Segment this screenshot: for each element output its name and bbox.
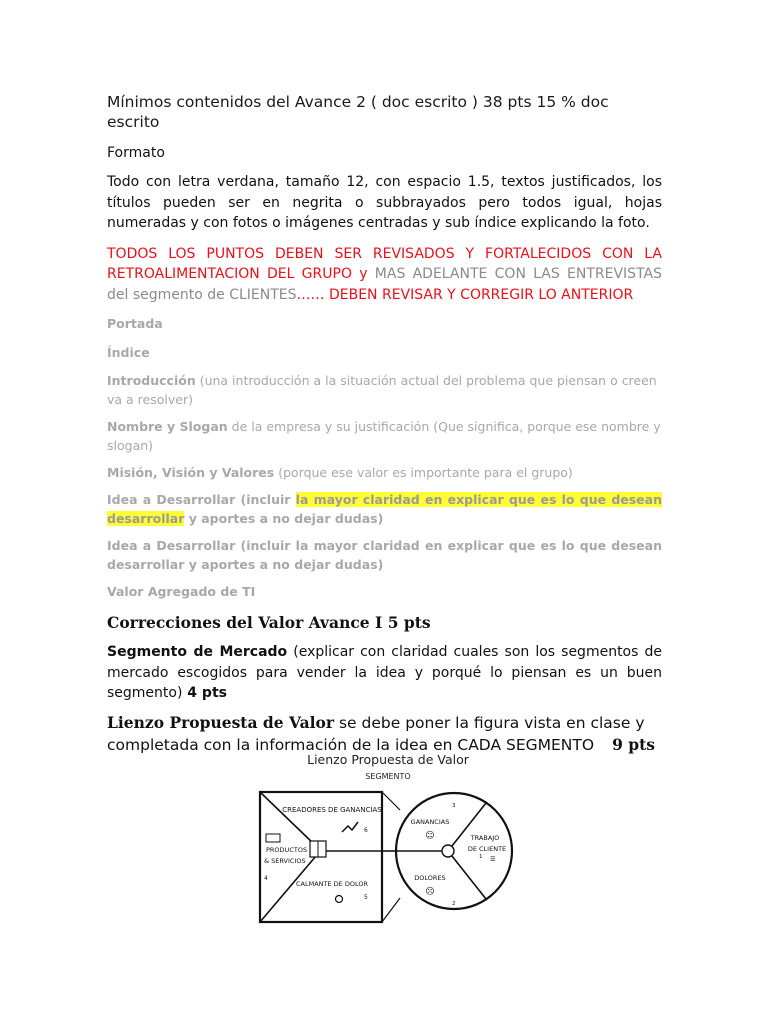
warning-part2: MAS ADELANTE CON LAS ENTREVISTAS del segmento de CLIENTES xyxy=(107,266,662,303)
mision-label: Misión, Visión y Valores xyxy=(107,465,275,480)
value-canvas-drawing xyxy=(254,748,522,928)
num-3: 3 xyxy=(452,803,456,809)
frown-icon: ☹ xyxy=(425,887,435,897)
num-4: 4 xyxy=(264,875,268,882)
idea1-b: y aportes a no dejar dudas) xyxy=(184,511,384,526)
idea1-a: Idea a Desarrollar (incluir xyxy=(107,492,296,507)
ganancias-label: GANANCIAS xyxy=(410,818,450,826)
intro-text: (una introducción a la situación actual del problema que piensan o creen va a resolver) xyxy=(107,373,657,407)
creadores-label: CREADORES DE GANANCIAS xyxy=(282,806,382,814)
segmento-pts: 4 pts xyxy=(182,685,227,701)
segmento-paragraph xyxy=(107,642,662,704)
mision-item xyxy=(107,463,662,482)
smile-icon: ☺ xyxy=(425,831,435,841)
face-icon xyxy=(442,845,454,857)
warning-part3: …… DEBEN REVISAR Y CORREGIR LO ANTERIOR xyxy=(296,286,634,303)
trend-up-icon xyxy=(342,822,358,832)
barcode-icon xyxy=(266,834,280,842)
mision-text: (porque ese valor es importante para el grupo) xyxy=(274,465,573,480)
segmento-label: Segmento de Mercado xyxy=(107,644,288,660)
figure-title: Lienzo Propuesta de Valor xyxy=(307,752,469,767)
indice-heading: Índice xyxy=(107,345,150,360)
pill-icon xyxy=(336,896,343,903)
segmento-text: (explicar con claridad cuales son los segmentos de mercado escogidos para vender la idea y porqué lo piensan es un buen segmento) xyxy=(107,644,662,701)
idea-item-1 xyxy=(107,490,662,528)
num-5: 5 xyxy=(364,894,368,901)
document-title: Mínimos contenidos del Avance 2 ( doc escrito ) 38 pts 15 % doc escrito xyxy=(107,93,609,131)
nombre-text: de la empresa y su justificación (Que significa, porque ese nombre y slogan) xyxy=(107,419,661,453)
trabajo-label-2: DE CLIENTE xyxy=(467,845,507,853)
lienzo-pts: 9 pts xyxy=(612,734,655,754)
intro-item xyxy=(107,371,662,409)
trabajo-label-1: TRABAJO xyxy=(470,834,500,842)
warning-part1: TODOS LOS PUNTOS DEBEN SER REVISADOS Y FORTALECIDOS CON LA RETROALIMENTACION DEL GRUPO y xyxy=(107,245,662,282)
nombre-item xyxy=(107,417,662,455)
servicios-label: & SERVICIOS xyxy=(264,857,306,865)
connector-line xyxy=(382,792,400,810)
lienzo-label: Lienzo Propuesta de Valor xyxy=(107,712,335,732)
valor-ti: Valor Agregado de TI xyxy=(107,584,256,599)
idea-item-2: Idea a Desarrollar (incluir la mayor claridad en explicar que es lo que desean desarrollar y aportes a no dejar dudas) xyxy=(107,538,662,572)
calmante-label: CALMANTE DE DOLOR xyxy=(296,880,368,888)
warning-paragraph xyxy=(107,244,662,306)
document-page xyxy=(107,92,662,756)
circle-line xyxy=(448,803,486,851)
num-2: 2 xyxy=(452,901,456,907)
formato-text: Todo con letra verdana, tamaño 12, con espacio 1.5, textos justificados, los títulos pueden ser en negrita o subbrayados pero todos igual, hojas numeradas y con fotos o imágenes centradas y sub índice explicando la foto. xyxy=(107,174,662,231)
dolores-label: DOLORES xyxy=(414,874,446,882)
nombre-label: Nombre y Slogan xyxy=(107,419,228,434)
idea1-highlight: la mayor claridad en explicar que es lo que desean desarrollar xyxy=(107,492,662,526)
correcciones-heading: Correcciones del Valor Avance I 5 pts xyxy=(107,613,431,632)
connector-line xyxy=(382,898,400,922)
productos-label: PRODUCTOS xyxy=(266,846,308,854)
num-6: 6 xyxy=(364,827,368,834)
lienzo-text: se debe poner la figura vista en clase y completada con la información de la idea en CADA SEGMENTO xyxy=(107,713,645,754)
diag-line xyxy=(260,856,316,922)
formato-heading: Formato xyxy=(107,145,165,161)
num-1: 1 xyxy=(479,854,483,860)
list-icon: ☰ xyxy=(490,856,496,863)
portada-heading: Portada xyxy=(107,316,163,331)
value-canvas-figure xyxy=(254,748,522,928)
figure-subtitle: SEGMENTO xyxy=(365,772,411,781)
diag-line xyxy=(260,792,316,846)
intro-label: Introducción xyxy=(107,373,196,388)
